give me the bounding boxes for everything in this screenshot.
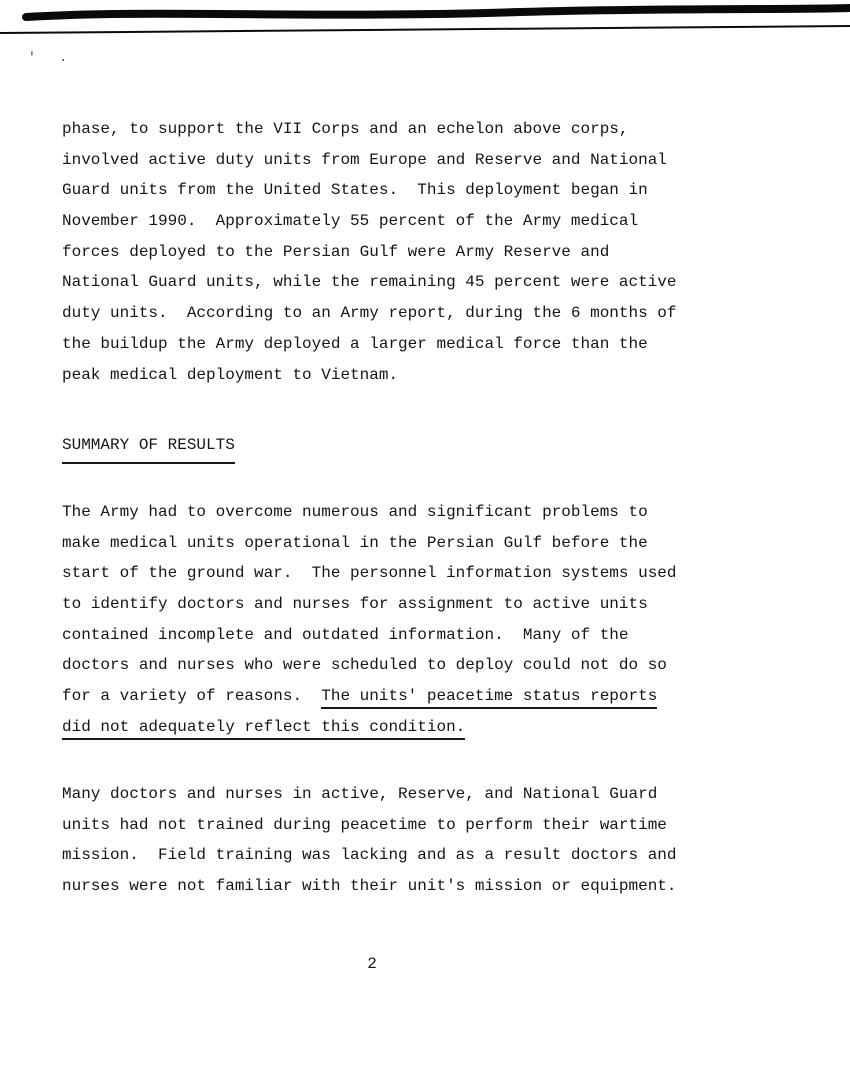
text-line [62, 712, 677, 743]
text-line [62, 329, 677, 360]
text-segment: contained incomplete and outdated information. Many of the [62, 625, 629, 644]
text-segment: The Army had to overcome numerous and significant problems to [62, 503, 648, 521]
text-line [62, 206, 677, 237]
scan-noise-marks: ' . [28, 50, 68, 65]
paragraph-summary-problems [62, 497, 677, 743]
text-line [62, 681, 677, 712]
text-segment: mission. Field training was lacking and as a result doctors and [62, 846, 677, 865]
text-line [62, 145, 677, 176]
text-segment: nurses were not familiar with their unit's mission or equipment. [62, 877, 677, 896]
text-line [62, 528, 677, 559]
text-segment: doctors and nurses who were scheduled to deploy could not do so [62, 656, 667, 675]
text-line [62, 589, 677, 620]
text-segment: National Guard units, while the remaining 45 percent were active [62, 273, 677, 292]
underlined-text-segment: The units' peacetime status reports [321, 687, 657, 709]
text-segment: Guard units from the United States. This deployment began in [62, 181, 648, 200]
section-heading-wrap [62, 430, 235, 464]
text-segment: involved active duty units from Europe and Reserve and National [62, 150, 667, 169]
text-segment: forces deployed to the Persian Gulf were Army Reserve and [62, 242, 610, 261]
text-segment: phase, to support the VII Corps and an echelon above corps, [62, 120, 629, 138]
underlined-text-segment: did not adequately reflect this condition. [62, 718, 465, 740]
text-line [62, 298, 677, 329]
text-line [62, 114, 677, 145]
text-segment: make medical units operational in the Persian Gulf before the [62, 533, 648, 552]
text-segment: start of the ground war. The personnel information systems used [62, 564, 677, 583]
page-number: 2 [367, 955, 377, 973]
text-segment: for a variety of reasons. [62, 687, 322, 706]
text-line [62, 497, 677, 528]
text-segment: November 1990. Approximately 55 percent of the Army medical [62, 212, 639, 231]
text-line [62, 779, 677, 810]
text-line [62, 871, 677, 902]
text-line [62, 650, 677, 681]
text-line [62, 267, 677, 298]
text-segment: units had not trained during peacetime to perform their wartime [62, 815, 667, 834]
text-segment: peak medical deployment to Vietnam. [62, 365, 399, 384]
scan-artifact-top-line [0, 0, 850, 45]
paragraph-deployment [62, 114, 677, 390]
paragraph-training [62, 779, 677, 902]
text-segment: to identify doctors and nurses for assignment to active units [62, 595, 648, 614]
text-line [62, 175, 677, 206]
text-line [62, 360, 677, 391]
text-segment: the buildup the Army deployed a larger medical force than the [62, 334, 648, 353]
text-line [62, 620, 677, 651]
text-segment: duty units. According to an Army report, during the 6 months of [62, 304, 677, 323]
text-line [62, 810, 677, 841]
section-heading: SUMMARY OF RESULTS [62, 430, 235, 464]
text-segment: Many doctors and nurses in active, Reserve, and National Guard [62, 785, 658, 803]
text-line [62, 237, 677, 268]
text-line [62, 840, 677, 871]
text-line [62, 558, 677, 589]
